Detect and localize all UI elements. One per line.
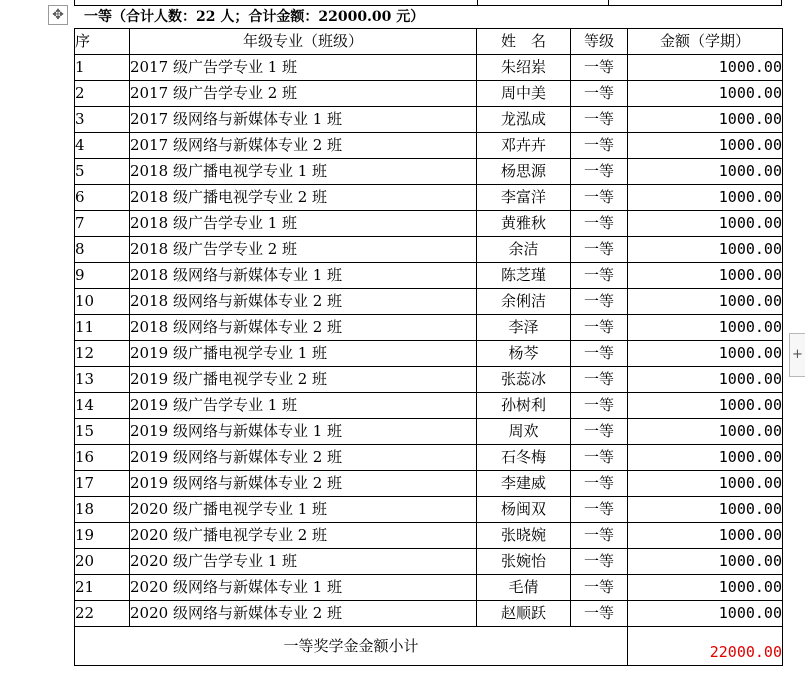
amount-cell: 1000.00: [628, 315, 783, 341]
row-number: 1: [75, 55, 130, 81]
plus-icon[interactable]: +: [789, 333, 805, 377]
header-level: 等级: [571, 29, 628, 55]
class-cell: 2018 级网络与新媒体专业 2 班: [130, 289, 477, 315]
student-name: 陈芝瑾: [477, 263, 571, 289]
table-row: [75, 159, 783, 185]
row-number: 9: [75, 263, 130, 289]
row-number: 21: [75, 575, 130, 601]
student-name: 杨闽双: [477, 497, 571, 523]
row-number: 16: [75, 445, 130, 471]
row-number: 10: [75, 289, 130, 315]
table-row: [75, 81, 783, 107]
row-number: 2: [75, 81, 130, 107]
table-row: [75, 419, 783, 445]
table-row: [75, 55, 783, 81]
student-name: 朱绍岽: [477, 55, 571, 81]
total-value: 22000.00: [628, 627, 783, 666]
table-row: [75, 367, 783, 393]
row-number: 22: [75, 601, 130, 627]
award-level: 一等: [571, 601, 628, 627]
award-level: 一等: [571, 289, 628, 315]
student-name: 黄雅秋: [477, 211, 571, 237]
class-cell: 2019 级广播电视学专业 1 班: [130, 341, 477, 367]
award-level: 一等: [571, 419, 628, 445]
row-number: 5: [75, 159, 130, 185]
award-level: 一等: [571, 497, 628, 523]
amount-cell: 1000.00: [628, 107, 783, 133]
student-name: 余俐洁: [477, 289, 571, 315]
amount-cell: 1000.00: [628, 55, 783, 81]
student-name: 李建威: [477, 471, 571, 497]
award-level: 一等: [571, 523, 628, 549]
header-no: 序: [75, 29, 130, 55]
student-name: 李泽: [477, 315, 571, 341]
row-number: 17: [75, 471, 130, 497]
table-row: [75, 497, 783, 523]
amount-cell: 1000.00: [628, 445, 783, 471]
class-cell: 2018 级网络与新媒体专业 1 班: [130, 263, 477, 289]
amount-cell: 1000.00: [628, 393, 783, 419]
class-cell: 2018 级网络与新媒体专业 2 班: [130, 315, 477, 341]
row-number: 7: [75, 211, 130, 237]
student-name: 李富洋: [477, 185, 571, 211]
award-table: [74, 28, 783, 666]
award-level: 一等: [571, 107, 628, 133]
class-cell: 2019 级网络与新媒体专业 2 班: [130, 471, 477, 497]
row-number: 13: [75, 367, 130, 393]
amount-cell: 1000.00: [628, 523, 783, 549]
student-name: 孙树利: [477, 393, 571, 419]
award-level: 一等: [571, 237, 628, 263]
row-number: 6: [75, 185, 130, 211]
class-cell: 2019 级网络与新媒体专业 1 班: [130, 419, 477, 445]
amount-cell: 1000.00: [628, 367, 783, 393]
table-row: [75, 341, 783, 367]
row-number: 19: [75, 523, 130, 549]
class-cell: 2017 级广告学专业 1 班: [130, 55, 477, 81]
student-name: 周中美: [477, 81, 571, 107]
class-cell: 2018 级广播电视学专业 1 班: [130, 159, 477, 185]
award-level: 一等: [571, 159, 628, 185]
award-level: 一等: [571, 185, 628, 211]
student-name: 龙泓成: [477, 107, 571, 133]
class-cell: 2020 级广播电视学专业 1 班: [130, 497, 477, 523]
amount-cell: 1000.00: [628, 81, 783, 107]
table-row: [75, 315, 783, 341]
table-row: [75, 523, 783, 549]
student-name: 赵顺跃: [477, 601, 571, 627]
amount-cell: 1000.00: [628, 471, 783, 497]
award-level: 一等: [571, 211, 628, 237]
table-row: [75, 107, 783, 133]
award-level: 一等: [571, 445, 628, 471]
class-cell: 2020 级广告学专业 1 班: [130, 549, 477, 575]
award-level: 一等: [571, 263, 628, 289]
total-row: [75, 627, 783, 666]
amount-cell: 1000.00: [628, 159, 783, 185]
amount-cell: 1000.00: [628, 185, 783, 211]
amount-cell: 1000.00: [628, 575, 783, 601]
student-name: 余洁: [477, 237, 571, 263]
award-level: 一等: [571, 55, 628, 81]
student-name: 毛倩: [477, 575, 571, 601]
student-name: 张蕊冰: [477, 367, 571, 393]
header-name: 姓 名: [477, 29, 571, 55]
row-number: 4: [75, 133, 130, 159]
class-cell: 2018 级广播电视学专业 2 班: [130, 185, 477, 211]
student-name: 杨芩: [477, 341, 571, 367]
class-cell: 2017 级网络与新媒体专业 1 班: [130, 107, 477, 133]
row-number: 12: [75, 341, 130, 367]
table-row: [75, 393, 783, 419]
section-heading: 一等（合计人数：22 人；合计金额：22000.00 元）: [84, 9, 425, 25]
table-row: [75, 471, 783, 497]
class-cell: 2017 级网络与新媒体专业 2 班: [130, 133, 477, 159]
award-level: 一等: [571, 341, 628, 367]
previous-table-divider: [477, 0, 478, 6]
class-cell: 2020 级网络与新媒体专业 2 班: [130, 601, 477, 627]
amount-cell: 1000.00: [628, 341, 783, 367]
table-row: [75, 445, 783, 471]
amount-cell: 1000.00: [628, 263, 783, 289]
student-name: 周欢: [477, 419, 571, 445]
table-row: [75, 211, 783, 237]
header-class: 年级专业（班级）: [130, 29, 477, 55]
student-name: 邓卉卉: [477, 133, 571, 159]
row-number: 14: [75, 393, 130, 419]
amount-cell: 1000.00: [628, 497, 783, 523]
student-name: 张晓婉: [477, 523, 571, 549]
award-level: 一等: [571, 133, 628, 159]
class-cell: 2019 级广播电视学专业 2 班: [130, 367, 477, 393]
amount-cell: 1000.00: [628, 237, 783, 263]
table-row: [75, 133, 783, 159]
row-number: 8: [75, 237, 130, 263]
row-number: 18: [75, 497, 130, 523]
class-cell: 2019 级广告学专业 1 班: [130, 393, 477, 419]
amount-cell: 1000.00: [628, 133, 783, 159]
row-number: 15: [75, 419, 130, 445]
amount-cell: 1000.00: [628, 601, 783, 627]
award-level: 一等: [571, 367, 628, 393]
award-level: 一等: [571, 81, 628, 107]
table-row: [75, 289, 783, 315]
student-name: 石冬梅: [477, 445, 571, 471]
class-cell: 2018 级广告学专业 2 班: [130, 237, 477, 263]
award-level: 一等: [571, 315, 628, 341]
table-row: [75, 237, 783, 263]
class-cell: 2017 级广告学专业 2 班: [130, 81, 477, 107]
award-level: 一等: [571, 549, 628, 575]
award-level: 一等: [571, 471, 628, 497]
row-number: 3: [75, 107, 130, 133]
amount-cell: 1000.00: [628, 419, 783, 445]
table-header-row: [75, 29, 783, 55]
class-cell: 2020 级广播电视学专业 2 班: [130, 523, 477, 549]
table-row: [75, 263, 783, 289]
previous-table-divider: [608, 0, 609, 6]
move-handle-icon[interactable]: ✥: [48, 5, 68, 25]
award-level: 一等: [571, 393, 628, 419]
total-label: 一等奖学金金额小计: [75, 627, 628, 666]
table-row: [75, 601, 783, 627]
student-name: 杨思源: [477, 159, 571, 185]
table-row: [75, 549, 783, 575]
class-cell: 2020 级网络与新媒体专业 1 班: [130, 575, 477, 601]
class-cell: 2019 级网络与新媒体专业 2 班: [130, 445, 477, 471]
amount-cell: 1000.00: [628, 211, 783, 237]
table-row: [75, 185, 783, 211]
row-number: 11: [75, 315, 130, 341]
header-amount: 金额（学期）: [628, 29, 783, 55]
class-cell: 2018 级广告学专业 1 班: [130, 211, 477, 237]
award-level: 一等: [571, 575, 628, 601]
amount-cell: 1000.00: [628, 289, 783, 315]
row-number: 20: [75, 549, 130, 575]
student-name: 张婉怡: [477, 549, 571, 575]
amount-cell: 1000.00: [628, 549, 783, 575]
table-row: [75, 575, 783, 601]
